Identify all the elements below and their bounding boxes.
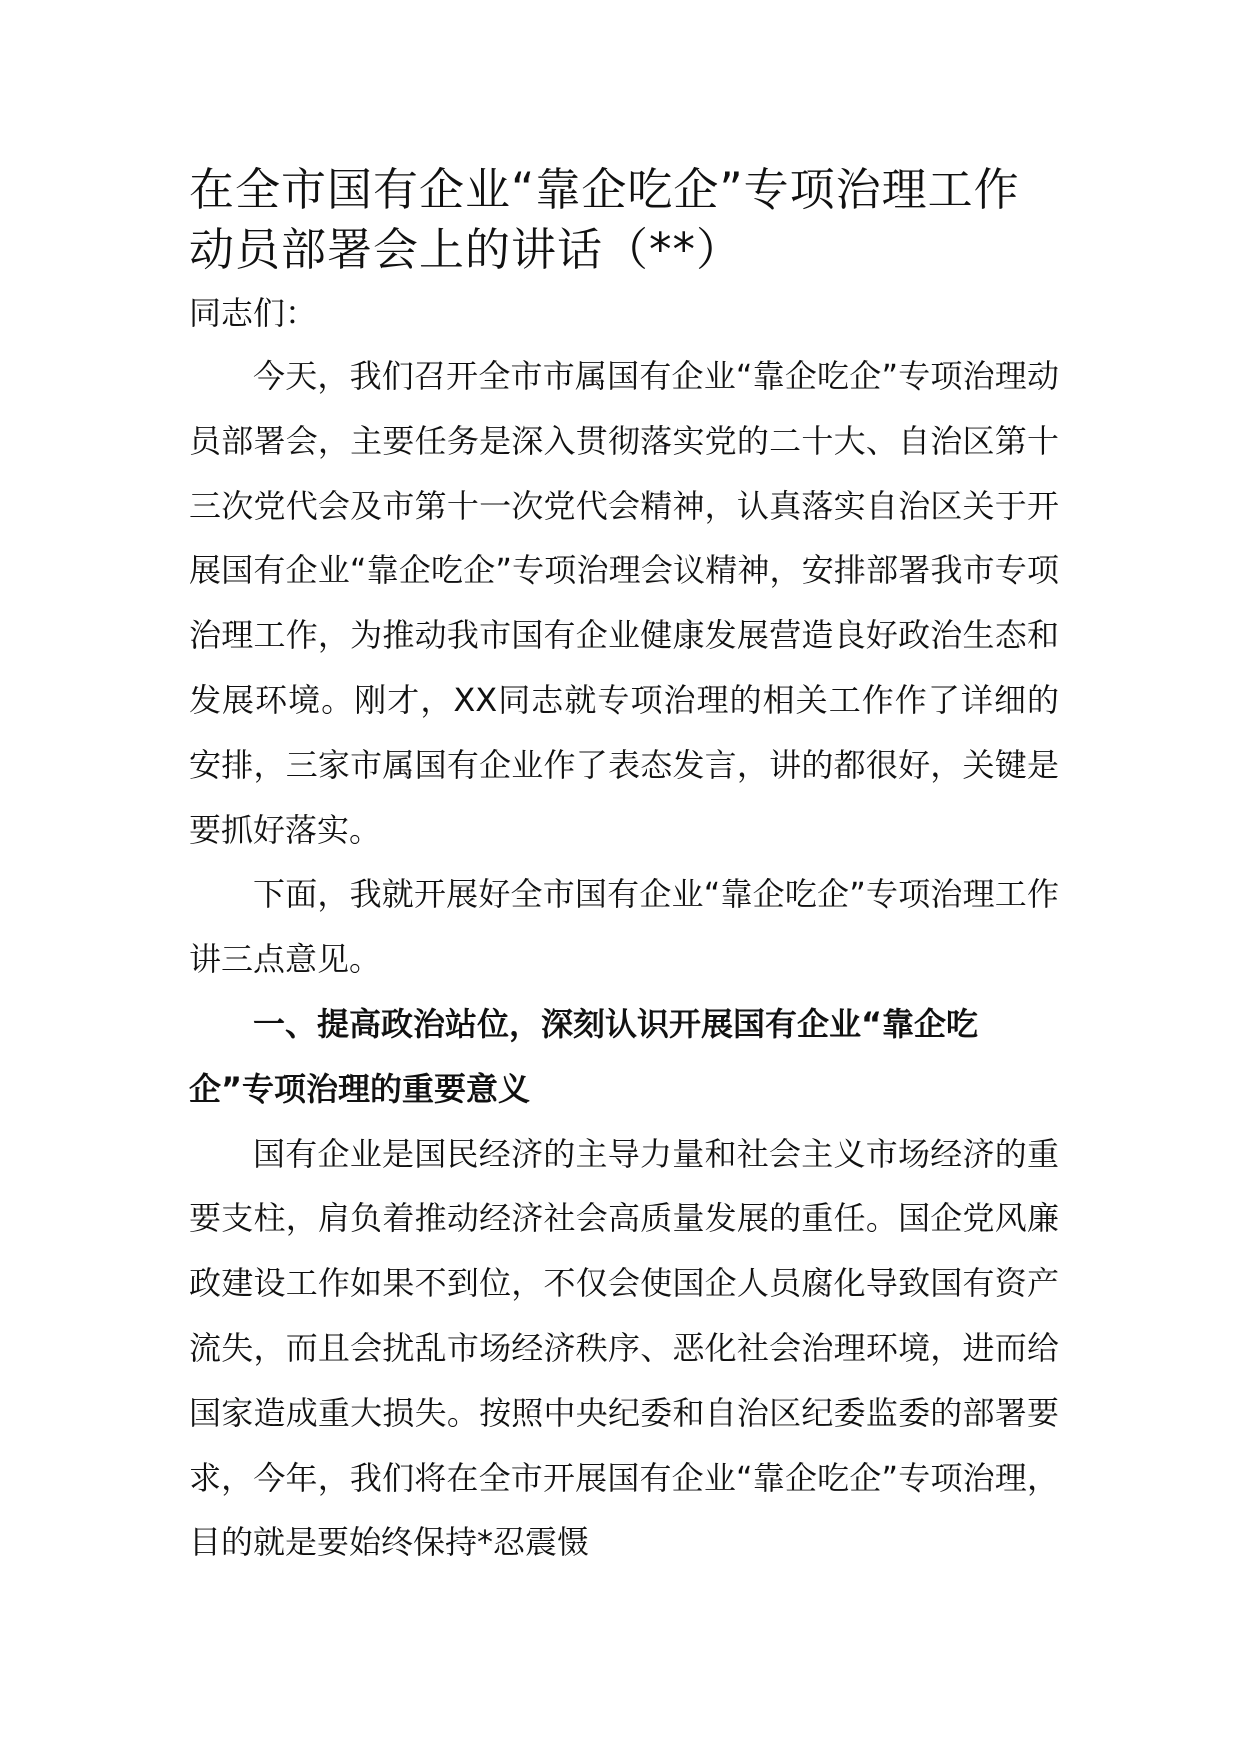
body-paragraph-1: 今天，我们召开全市市属国有企业“靠企吃企”专项治理动员部署会，主要任务是深入贯彻落实党的二十大、自治区第十三次党代会及市第十一次党代会精神，认真落实自治区关于开展国有企业“靠企吃企”专项治理会议精神，安排部署我市专项治理工作，为推动我市国有企业健康发展营造良好政治生态和发展环境。刚才，XX同志就专项治理的相关工作作了详细的安排，三家市属国有企业作了表态发言，讲的都很好，关键是要抓好落实。 <box>189 357 1059 849</box>
document-title: 在全市国有企业“靠企吃企”专项治理工作动员部署会上的讲话（**） <box>189 163 1020 276</box>
section-heading: 一、提高政治站位，深刻认识开展国有企业“靠企吃企”专项治理的重要意义 <box>189 1004 979 1108</box>
body-paragraph-2: 下面，我就开展好全市国有企业“靠企吃企”专项治理工作讲三点意见。 <box>189 875 1059 979</box>
document-page <box>189 160 1059 1575</box>
section-paragraph: 国有企业是国民经济的主导力量和社会主义市场经济的重要支柱，肩负着推动经济社会高质量发展的重任。国企党风廉政建设工作如果不到位，不仅会使国企人员腐化导致国有资产流失，而且会扰乱市场经济秩序、恶化社会治理环境，进而给国家造成重大损失。按照中央纪委和自治区纪委监委的部署要求，今年，我们将在全市开展国有企业“靠企吃企”专项治理，目的就是要始终保持*忍震慑 <box>189 1134 1059 1562</box>
salutation: 同志们： <box>189 294 318 332</box>
